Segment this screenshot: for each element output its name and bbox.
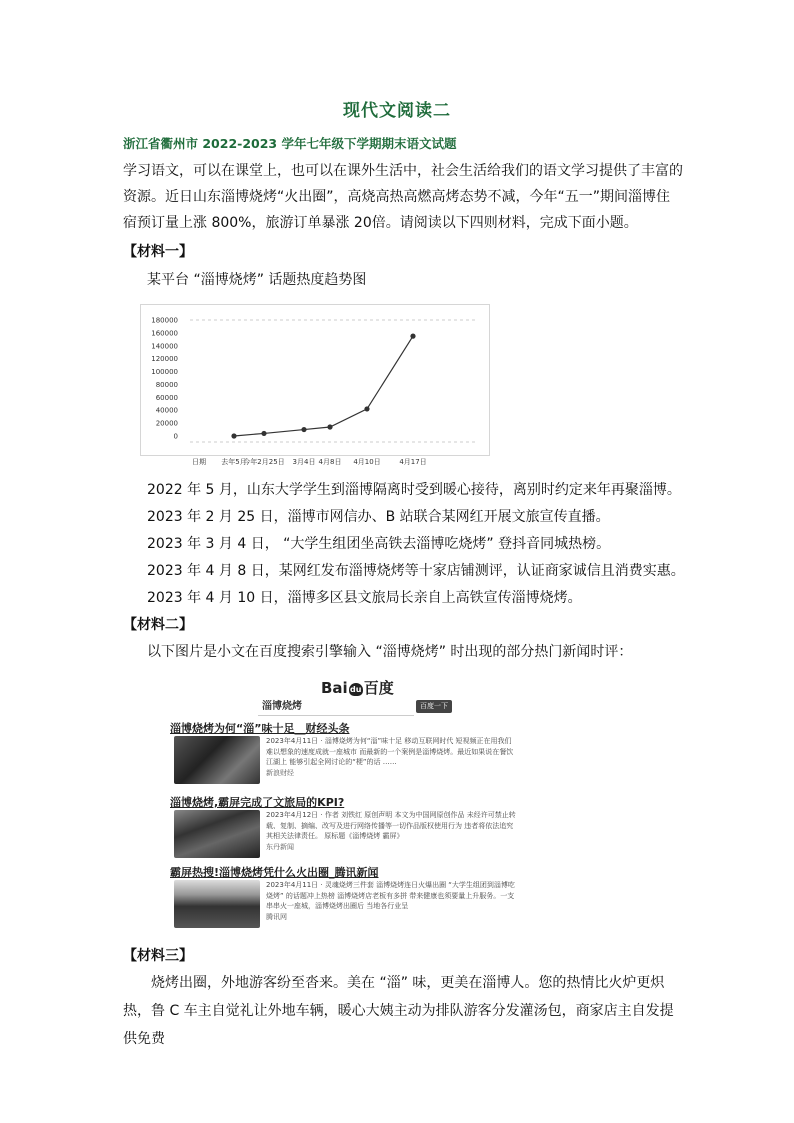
timeline-item: 2023 年 4 月 10 日，淄博多区县文旅局长亲自上高铁宣传淄博烧烤。 — [147, 590, 582, 606]
news-source: 腾讯网 — [266, 912, 287, 921]
y-tick-label: 140000 — [151, 342, 178, 351]
data-point — [261, 431, 266, 436]
data-point — [301, 427, 306, 432]
y-tick-label: 40000 — [155, 406, 178, 415]
data-point — [410, 334, 415, 339]
chart-frame — [141, 305, 490, 456]
material-2-intro: 以下图片是小文在百度搜索引擎输入 “淄博烧烤” 时出现的部分热门新闻时评： — [147, 644, 633, 660]
news-thumbnail[interactable] — [174, 880, 260, 928]
timeline-item: 2022 年 5 月，山东大学学生到淄博隔离时受到暖心接待，离别时约定来年再聚淄博。 — [147, 482, 681, 498]
exam-source: 浙江省衢州市 2022-2023 学年七年级下学期期末语文试题 — [123, 136, 457, 151]
x-axis-label: 日期 — [192, 458, 206, 466]
series-line — [234, 336, 413, 436]
news-thumbnail[interactable] — [174, 810, 260, 858]
news-result[interactable] — [170, 864, 515, 921]
news-snippet: 2023年4月11日 · 灵魂烧烤三件套 淄博烧烤连日火爆出圈 “大学生组团到淄博吃烧烤” 的话题冲上热榜 淄博烧烤店老板有多拼 带来健康也须要量上升服务。一支串串火一座城，淄博烧烤出圈后 当地各行业呈 腾讯网 — [266, 881, 515, 921]
timeline-item: 2023 年 2 月 25 日，淄博市网信办、B 站联合某网红开展文旅宣传直播。 — [147, 509, 610, 525]
trend-chart — [140, 300, 490, 472]
material-2-heading: 【材料二】 — [123, 617, 193, 633]
paw-icon: du — [349, 685, 362, 694]
y-tick-label: 120000 — [151, 355, 178, 364]
page-title: 现代文阅读二 — [343, 101, 451, 121]
timeline-item: 2023 年 4 月 8 日，某网红发布淄博烧烤等十家店铺测评，认证商家诚信且消费实惠。 — [147, 563, 685, 579]
news-title-link[interactable]: 霸屏热搜!淄博烧烤凭什么火出圈_腾讯新闻 — [170, 866, 379, 879]
material-3-paragraph: 烧烤出圈，外地游客纷至沓来。美在 “淄” 味，更美在淄博人。您的热情比火炉更炽热，鲁 C 车主自觉礼让外地车辆，暖心大姨主动为排队游客分发灌汤包，商家店主自发提供免费 — [123, 975, 674, 1047]
news-title-link[interactable]: 淄博烧烤为何“淄”味十足__财经头条 — [170, 722, 350, 735]
news-thumbnail[interactable] — [174, 736, 260, 784]
intro-paragraph: 学习语文，可以在课堂上，也可以在课外生活中，社会生活给我们的语文学习提供了丰富的资源。近日山东淄博烧烤“火出圈”，高烧高热高燃高烤态势不减，今年“五一”期间淄博住宿预订量上涨 800%，旅游订单暴涨 20倍。请阅读以下四则材料，完成下面小题。 — [123, 163, 683, 231]
material-3-heading: 【材料三】 — [123, 948, 193, 964]
y-tick-label: 160000 — [151, 329, 178, 338]
x-tick-label: 3月4日 — [292, 458, 316, 466]
timeline-item: 2023 年 3 月 4 日， “大学生组团坐高铁去淄博吃烧烤” 登抖音同城热榜。 — [147, 536, 611, 552]
baidu-search-screenshot — [166, 670, 520, 934]
news-source: 东丹新闻 — [266, 842, 294, 851]
y-tick-label: 20000 — [155, 419, 178, 428]
news-result[interactable] — [170, 794, 516, 851]
news-result[interactable] — [170, 720, 515, 777]
x-tick-label: 4月10日 — [353, 458, 381, 466]
x-tick-label: 4月8日 — [318, 458, 342, 466]
search-input[interactable]: 淄博烧烤 — [258, 699, 414, 716]
y-tick-label: 180000 — [151, 316, 178, 325]
data-point — [231, 433, 236, 438]
news-source: 新浪财经 — [266, 768, 294, 777]
y-tick-label: 60000 — [155, 393, 178, 402]
data-point — [364, 406, 369, 411]
x-tick-label: 4月17日 — [399, 458, 427, 466]
baidu-logo: Bai du 百度 — [321, 679, 394, 697]
x-tick-label: 今年2月25日 — [243, 458, 285, 466]
y-tick-label: 100000 — [151, 368, 178, 377]
y-tick-label: 80000 — [155, 380, 178, 389]
news-snippet: 2023年4月12日 · 作者 刘铁红 原创声明 本文为中国网原创作品 未经许可禁止转载、复制、摘编、改写及进行网络传播等一切作品版权使用行为 违者将依法追究其相关法律责任。 原标题《淄博烧烤 霸屏》 东丹新闻 — [266, 811, 516, 851]
data-point — [327, 424, 332, 429]
news-snippet: 2023年4月11日 · 淄博烧烤为何“淄”味十足 移动互联网时代 短视频正在用我们难以想象的速度成就一座城市 而最新的一个案例是淄博烧烤。最近如果说在餐饮江湖上 能够引起全网讨论的“梗”的话 …… 新浪财经 — [266, 737, 514, 777]
material-1-heading: 【材料一】 — [123, 244, 193, 260]
y-tick-label: 0 — [173, 432, 178, 441]
chart-caption: 某平台 “淄博烧烤” 话题热度趋势图 — [147, 272, 367, 288]
news-title-link[interactable]: 淄博烧烤,霸屏完成了文旅局的KPI? — [170, 796, 345, 809]
search-button[interactable]: 百度一下 — [416, 700, 452, 713]
x-tick-label: 去年5月 — [221, 458, 247, 466]
